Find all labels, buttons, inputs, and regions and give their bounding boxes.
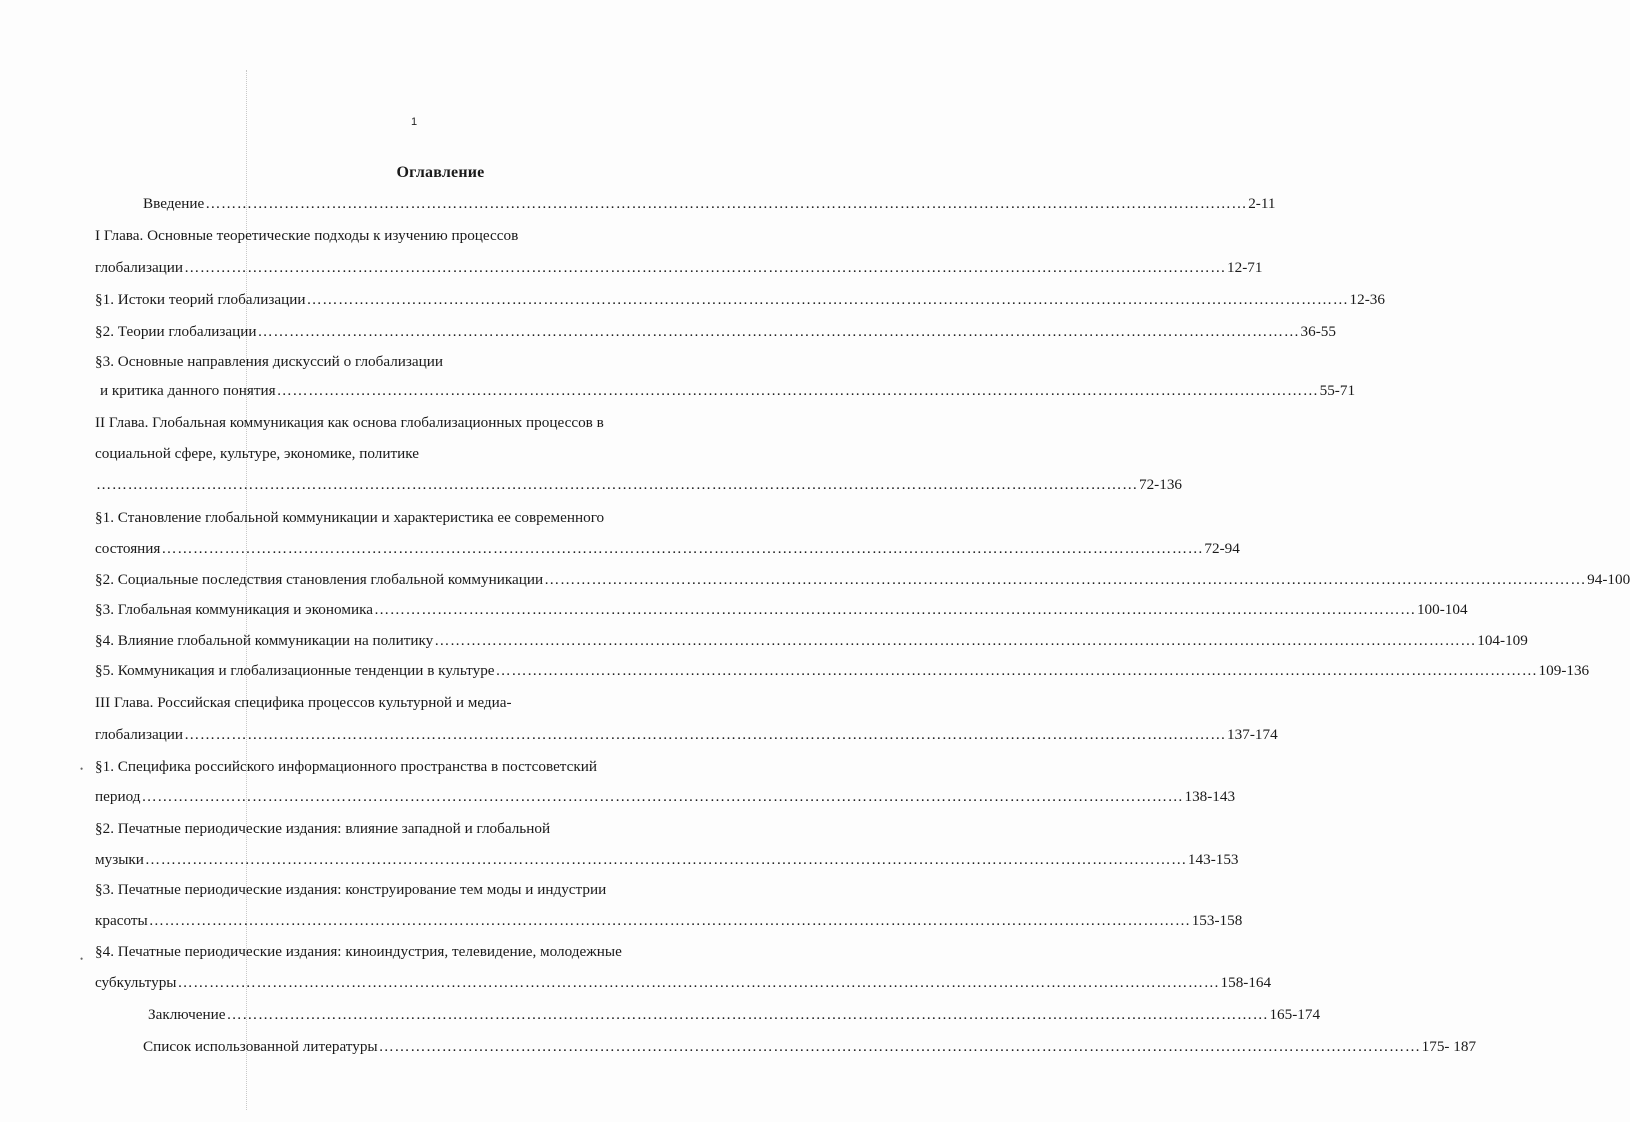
toc-entry-text: §3. Основные направления дискуссий о глобализации [95,353,444,370]
toc-entry-text: §1. Становление глобальной коммуникации и характеристика ее современного [95,509,605,526]
toc-entry [95,570,1630,590]
toc-leader-dots: ……………………………………………………………………………………………………………………………………………………………………………… [544,571,1587,588]
toc-entry-text: состояния [95,540,161,557]
toc-leader-dots: ……………………………………………………………………………………………………………………………………………………………………………… [257,323,1300,340]
toc-entry-text: Введение [143,195,205,212]
toc-leader-dots: ……………………………………………………………………………………………………………………………………………………………………………… [141,788,1184,805]
toc-entry-pages: 165-174 [1269,1006,1321,1023]
toc-entry-text: §1. Специфика российского информационного пространства в постсоветский [95,758,598,775]
toc-entry-text: социальной сфере, культуре, экономике, политике [95,445,419,462]
toc-entry [95,911,1243,931]
toc-entry [95,819,550,839]
toc-leader-dots: ……………………………………………………………………………………………………………………………………………………………………………… [161,540,1204,557]
toc-entry-pages: 36-55 [1300,323,1336,340]
toc-entry [95,661,1590,681]
toc-entry [95,226,518,246]
toc-entry [95,693,512,713]
toc-entry-text: §2. Печатные периодические издания: влияние западной и глобальной [95,820,551,837]
toc-entry [95,352,443,372]
toc-entry-text: §2. Теории глобализации [95,323,257,340]
toc-entry [95,322,1336,342]
toc-entry-text: §5. Коммуникация и глобализационные тенденции в культуре [95,662,495,679]
toc-entry [95,787,1236,807]
toc-entry-text: Заключение [148,1006,226,1023]
toc-entry [95,258,1263,278]
toc-entry-text: музыки [95,851,144,868]
toc-entry-pages: 158-164 [1220,974,1272,991]
toc-entry-text: §2. Социальные последствия становления глобальной коммуникации [95,571,544,588]
toc-entry [95,290,1385,310]
toc-entry [95,850,1239,870]
toc-entry [95,757,597,777]
toc-entry-text: глобализации [95,726,184,743]
toc-entry [95,475,1183,495]
toc-entry-pages: 104-109 [1477,632,1528,649]
toc-leader-dots: ……………………………………………………………………………………………………………………………………………………………………………… [373,601,1416,618]
toc-entry-text: и критика данного понятия [100,382,276,399]
toc-leader-dots: ……………………………………………………………………………………………………………………………………………………………………………… [495,662,1538,679]
toc-entry-pages: 100-104 [1416,601,1468,618]
toc-leader-dots: ……………………………………………………………………………………………………………………………………………………………………………… [177,974,1220,991]
toc-entry [143,194,1276,214]
toc-entry-text: период [95,788,141,805]
toc-entry-pages: 143-153 [1187,851,1239,868]
toc-leader-dots: ……………………………………………………………………………………………………………………………………………………………………………… [226,1006,1269,1023]
toc-entry [143,1037,1477,1057]
toc-leader-dots: ……………………………………………………………………………………………………………………………………………………………………………… [144,851,1187,868]
toc-entry-pages: 55-71 [1319,382,1356,399]
toc-entry-text: §4. Печатные периодические издания: киноиндустрия, телевидение, молодежные [95,943,622,960]
toc-entry [95,973,1272,993]
toc-entry [95,725,1278,745]
toc-leader-dots: ……………………………………………………………………………………………………………………………………………………………………………… [378,1038,1421,1055]
toc-entry-pages: 109-136 [1538,662,1590,679]
toc-entry [95,631,1528,651]
toc-entry-text: §4. Влияние глобальной коммуникации на политику [95,632,434,649]
toc-entry-pages: 175- 187 [1421,1038,1477,1055]
toc-entry-pages: 2-11 [1248,195,1276,212]
toc-entry-pages: 138-143 [1184,788,1236,805]
toc-leader-dots: ……………………………………………………………………………………………………………………………………………………………………………… [205,195,1248,212]
toc-entry [95,600,1468,620]
toc-entry-text: II Глава. Глобальная коммуникация как основа глобализационных процессов в [95,414,604,431]
toc-leader-dots: ……………………………………………………………………………………………………………………………………………………………………………… [434,632,1477,649]
toc-leader-dots: ……………………………………………………………………………………………………………………………………………………………………………… [96,476,1138,493]
scan-speck: • [80,954,84,964]
toc-leader-dots: ……………………………………………………………………………………………………………………………………………………………………………… [276,382,1319,399]
toc-leader-dots: ……………………………………………………………………………………………………………………………………………………………………………… [184,726,1227,743]
toc-entry [95,508,604,528]
toc-entry [100,381,1356,401]
toc-leader-dots: ……………………………………………………………………………………………………………………………………………………………………………… [184,259,1227,276]
toc-title: Оглавление [396,164,485,181]
toc-entry [95,880,606,900]
toc-leader-dots: ……………………………………………………………………………………………………………………………………………………………………………… [148,912,1191,929]
toc-entry-pages: 153-158 [1191,912,1243,929]
toc-entry-text: I Глава. Основные теоретические подходы к изучению процессов [95,227,519,244]
toc-entry-text: III Глава. Российская специфика процессов культурной и медиа- [95,694,512,711]
toc-entry [148,1005,1321,1025]
toc-entry-pages: 12-36 [1349,291,1385,308]
toc-entry-pages: 12-71 [1227,259,1263,276]
toc-entry-text: §1. Истоки теорий глобализации [95,291,306,308]
toc-entry-text: Список использованной литературы [143,1038,378,1055]
toc-entry-text: §3. Печатные периодические издания: конструирование тем моды и индустрии [95,881,607,898]
toc-entry-text: субкультуры [95,974,177,991]
toc-entry-text: §3. Глобальная коммуникация и экономика [95,601,373,618]
page-number: 1 [411,116,418,128]
toc-entry [95,444,419,464]
toc-entry-pages: 94-100 [1587,571,1630,588]
toc-entry [95,539,1240,559]
toc-entry-pages: 72-136 [1138,476,1183,493]
toc-entry [95,942,622,962]
toc-entry-text: красоты [95,912,148,929]
toc-entry [95,413,604,433]
toc-entry-pages: 137-174 [1227,726,1278,743]
toc-entry-text: глобализации [95,259,184,276]
toc-leader-dots: ……………………………………………………………………………………………………………………………………………………………………………… [306,291,1349,308]
scan-speck: • [80,764,84,774]
toc-entry-pages: 72-94 [1204,540,1240,557]
